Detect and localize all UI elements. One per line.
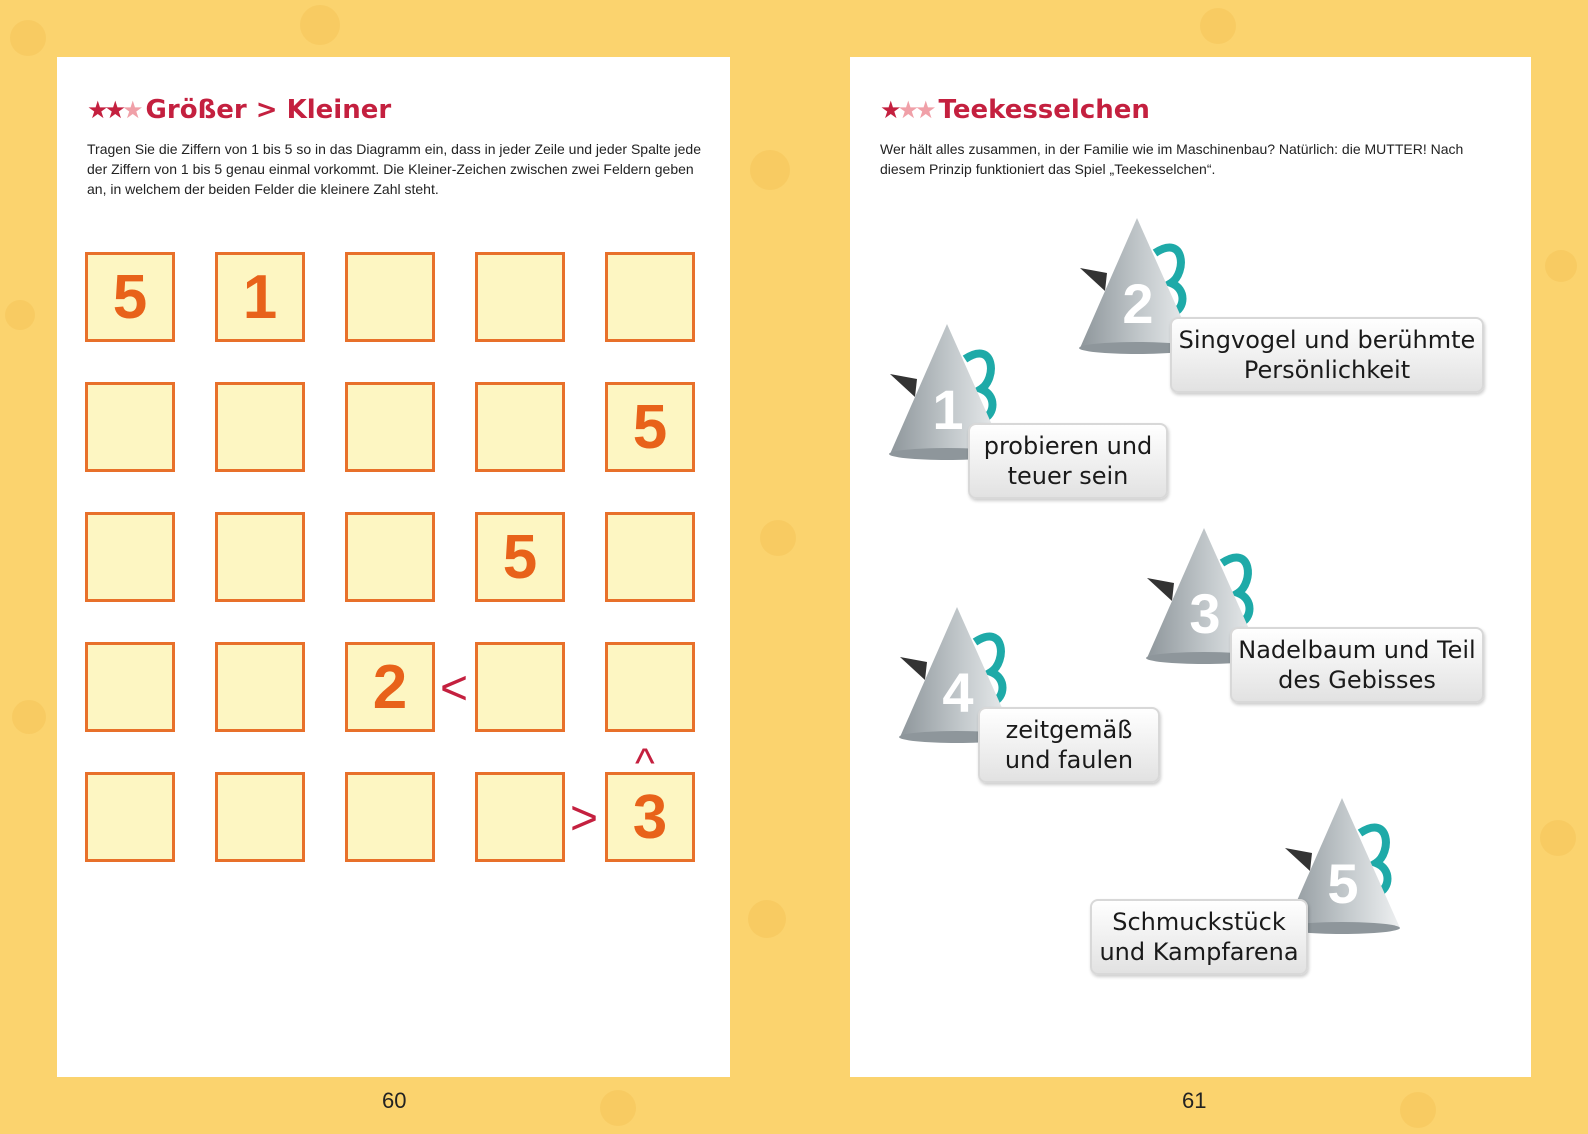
star-icon: ★ <box>880 96 898 124</box>
grid-cell[interactable] <box>605 512 695 602</box>
greater-than-symbol: > <box>570 792 599 845</box>
grid-cell[interactable]: 3 <box>605 772 695 862</box>
less-than-symbol: < <box>440 662 469 715</box>
puzzle-title: Größer > Kleiner <box>145 95 392 125</box>
grid-cell[interactable] <box>475 642 565 732</box>
clue-label: probieren und teuer sein <box>968 423 1168 499</box>
grid-cell[interactable]: 1 <box>215 252 305 342</box>
star-icon: ★ <box>915 96 933 124</box>
grid-cell[interactable]: 5 <box>85 252 175 342</box>
grid-cell[interactable] <box>85 642 175 732</box>
grid-cell[interactable] <box>85 772 175 862</box>
grid-cell[interactable] <box>475 382 565 472</box>
right-title-row <box>880 95 1150 125</box>
star-icon: ★ <box>104 96 123 124</box>
teapot-number: 3 <box>1189 582 1221 645</box>
grid-cell[interactable] <box>215 642 305 732</box>
difficulty-rating <box>87 98 140 122</box>
left-title-row <box>87 95 391 125</box>
grid-cell[interactable]: 2 <box>345 642 435 732</box>
grid-cell[interactable]: 5 <box>605 382 695 472</box>
grid-cell[interactable] <box>345 252 435 342</box>
clue-label: Schmuckstück und Kampfarena <box>1090 899 1308 975</box>
clue-label: Singvogel und berühmte Persönlichkeit <box>1170 317 1484 393</box>
grid-cell[interactable] <box>215 382 305 472</box>
page-number-left: 60 <box>382 1088 407 1113</box>
grid-cell[interactable] <box>605 642 695 732</box>
clue-label: Nadelbaum und Teil des Gebisses <box>1230 627 1484 703</box>
grid-cell[interactable] <box>215 772 305 862</box>
grid-cell[interactable] <box>215 512 305 602</box>
grid-cell[interactable]: 5 <box>475 512 565 602</box>
star-icon: ★ <box>87 96 105 124</box>
teapot-number: 5 <box>1327 852 1359 915</box>
left-page <box>57 57 730 1077</box>
grid-cell[interactable] <box>85 382 175 472</box>
difficulty-rating <box>880 98 933 122</box>
puzzle-instructions: Wer hält alles zusammen, in der Familie wie im Maschinenbau? Natürlich: die MUTTER! Nach diesem Prinzip funktioniert das Spiel „Teekesselchen“. <box>880 141 1464 177</box>
grid-cell[interactable] <box>475 772 565 862</box>
star-icon: ★ <box>897 96 916 124</box>
grid-cell[interactable] <box>345 772 435 862</box>
page-number-right: 61 <box>1182 1088 1207 1113</box>
puzzle-instructions: Tragen Sie die Ziffern von 1 bis 5 so in das Diagramm ein, dass in jeder Zeile und jeder Spalte jede der Ziffern von 1 bis 5 genau einmal vorkommt. Die Kleiner-Zeichen zwischen zwei Feldern geben an, in welchem der beiden Felder die kleinere Zahl steht. <box>87 141 702 197</box>
grid-cell[interactable] <box>605 252 695 342</box>
grid-cell[interactable] <box>345 512 435 602</box>
grid-cell[interactable] <box>345 382 435 472</box>
clue-label: zeitgemäß und faulen <box>978 707 1160 783</box>
teapot-number: 1 <box>932 378 964 441</box>
teapot-number: 4 <box>942 661 974 724</box>
puzzle-title: Teekesselchen <box>938 95 1150 125</box>
star-icon: ★ <box>122 96 140 124</box>
grid-cell[interactable] <box>475 252 565 342</box>
grid-cell[interactable] <box>85 512 175 602</box>
caret-up-symbol: ^ <box>635 739 655 786</box>
teapot-number: 2 <box>1122 272 1154 335</box>
right-page <box>850 57 1531 1077</box>
